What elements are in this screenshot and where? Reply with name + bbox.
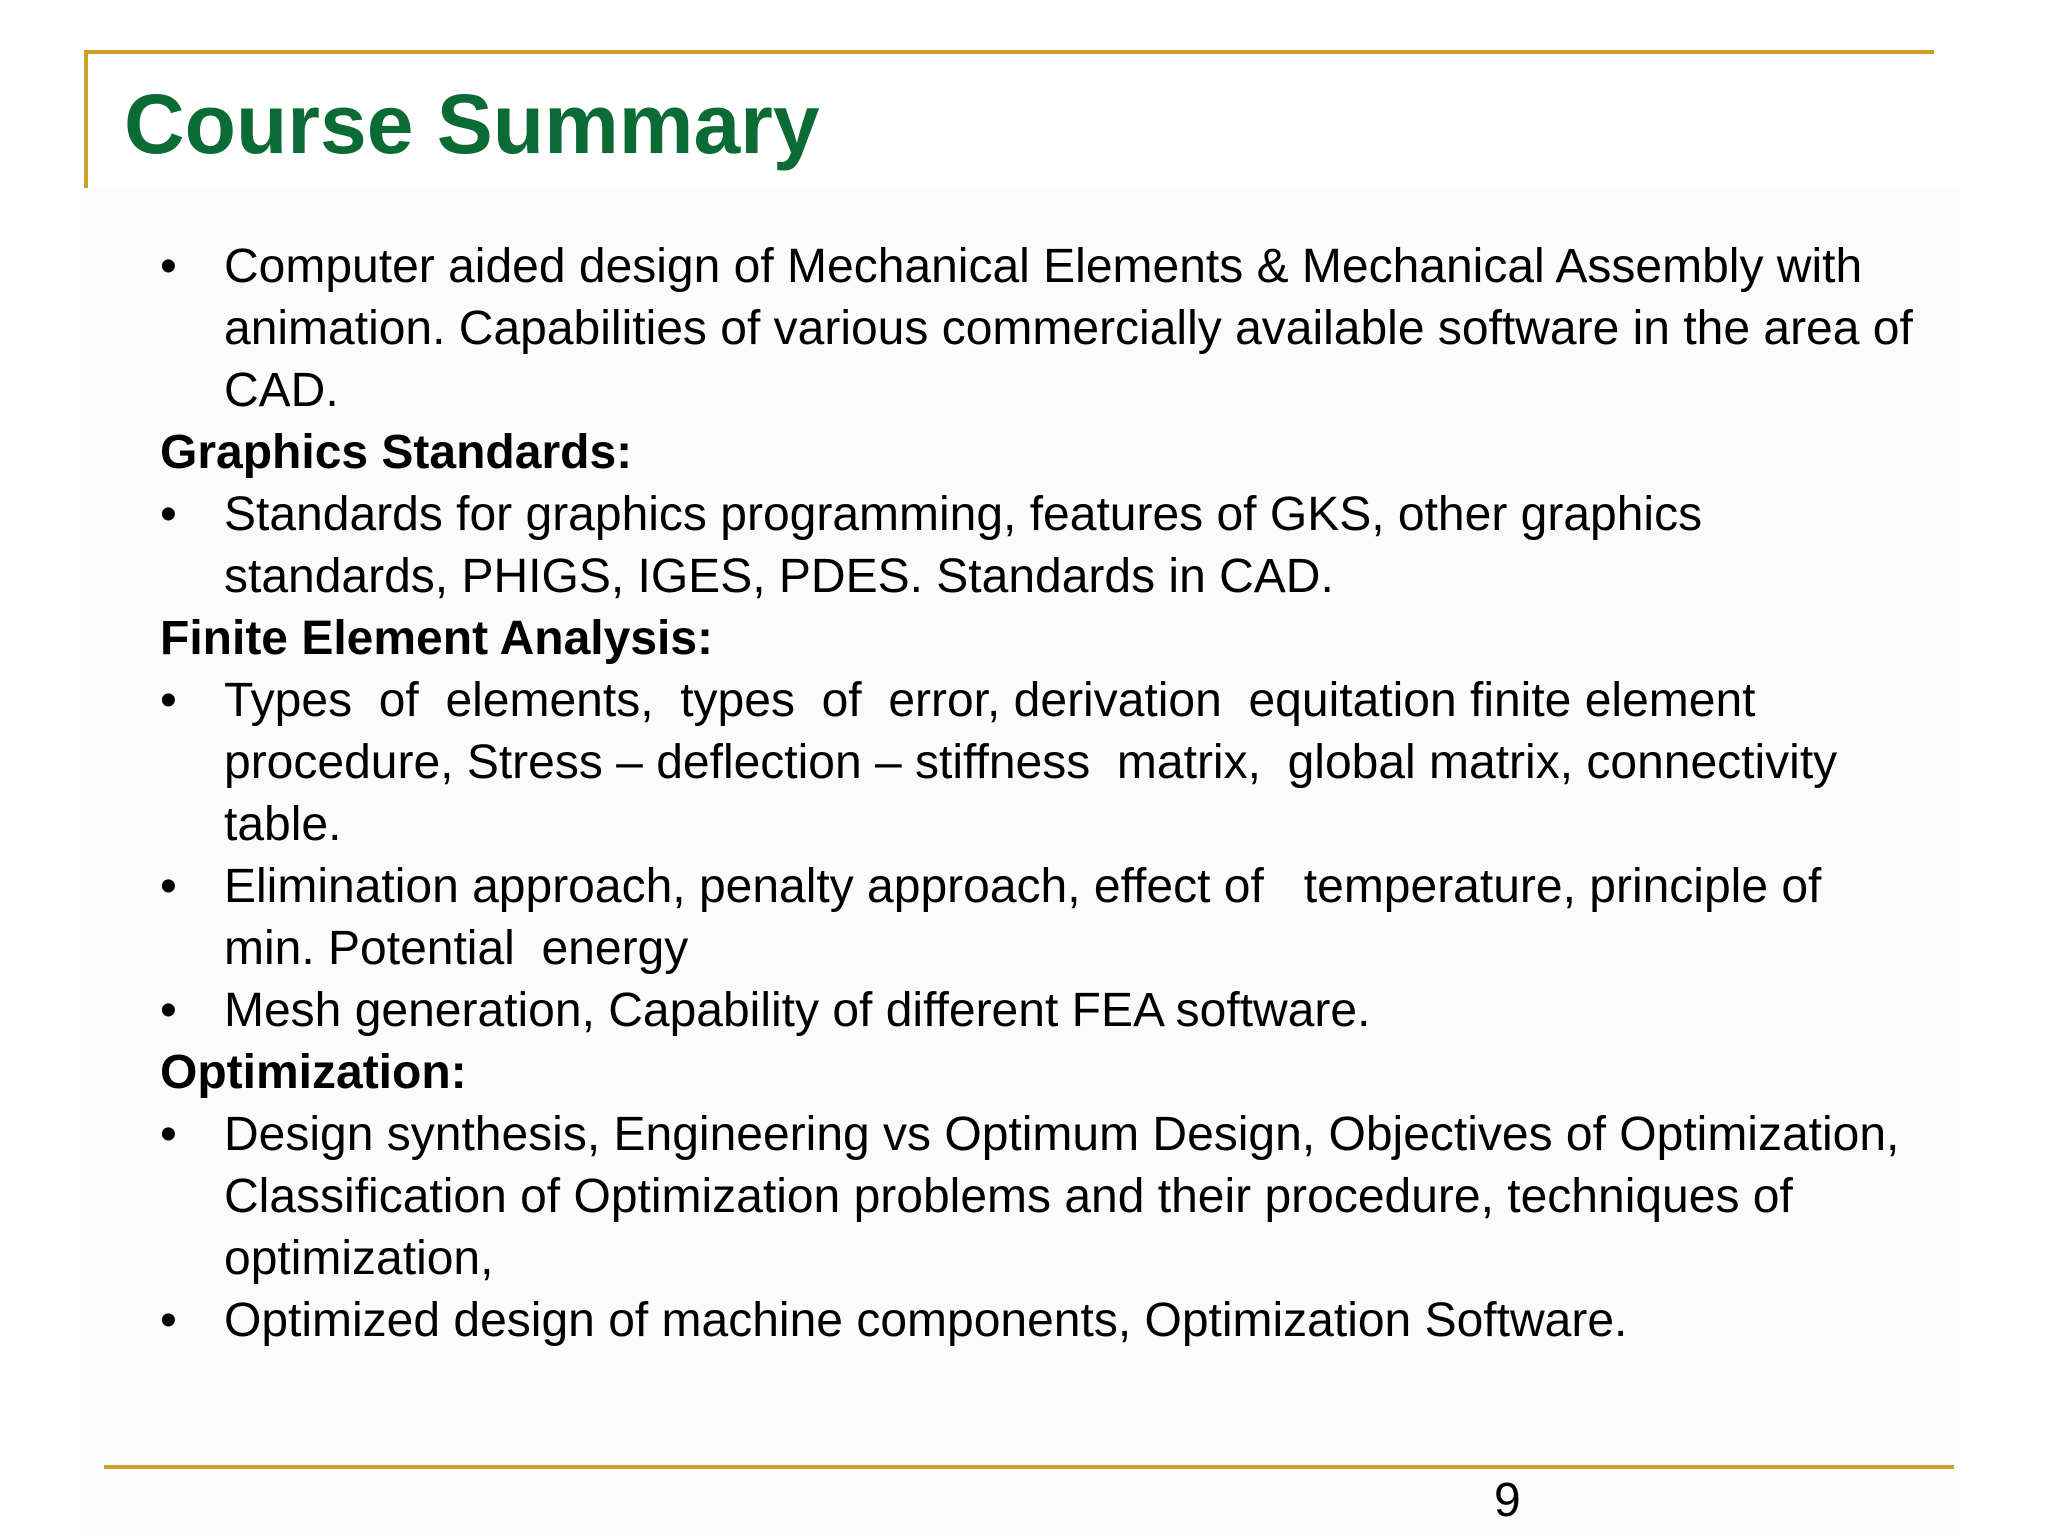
bullet-icon: •: [160, 240, 177, 293]
list-item: [160, 484, 1920, 608]
title-top-rule: [84, 50, 1934, 54]
list-item-text: Design synthesis, Engineering vs Optimum Design, Objectives of Optimization, Classification of Optimization problems and their procedure, techniques of optimization,: [224, 1108, 1900, 1285]
list-item-text: Elimination approach, penalty approach, effect of temperature, principle of min. Potential energy: [224, 860, 1835, 975]
list-item-text: Optimized design of machine components, Optimization Software.: [224, 1294, 1628, 1347]
section-heading-graphics-standards: Graphics Standards:: [160, 426, 633, 479]
list-item-text: Types of elements, types of error, derivation equitation finite element procedure, Stress – deflection – stiffness matrix, global matrix, connectivity table.: [224, 674, 1864, 851]
list-item: [160, 1104, 1920, 1290]
bullet-icon: •: [160, 488, 177, 541]
bullet-icon: •: [160, 1294, 177, 1347]
section-heading-optimization: Optimization:: [160, 1046, 467, 1099]
bullet-icon: •: [160, 674, 177, 727]
list-item: [160, 856, 1920, 980]
list-item-text: Standards for graphics programming, features of GKS, other graphics standards, PHIGS, IGES, PDES. Standards in CAD.: [224, 488, 1716, 603]
list-item-text: Mesh generation, Capability of different FEA software.: [224, 984, 1371, 1037]
bullet-icon: •: [160, 860, 177, 913]
bullet-icon: •: [160, 984, 177, 1037]
summary-content: [160, 236, 1920, 1352]
slide-title: Course Summary: [124, 77, 820, 171]
list-item: [160, 980, 1920, 1042]
title-left-rule: [84, 50, 88, 188]
section-heading-finite-element-analysis: Finite Element Analysis:: [160, 612, 714, 665]
list-item: [160, 236, 1920, 422]
page-number: 9: [1494, 1474, 1521, 1527]
list-item: [160, 670, 1920, 856]
list-item: [160, 1290, 1920, 1352]
footer-rule: [104, 1465, 1954, 1469]
bullet-icon: •: [160, 1108, 177, 1161]
list-item-text: Computer aided design of Mechanical Elements & Mechanical Assembly with animation. Capabilities of various commercially available software in the area of CAD.: [224, 240, 1913, 417]
